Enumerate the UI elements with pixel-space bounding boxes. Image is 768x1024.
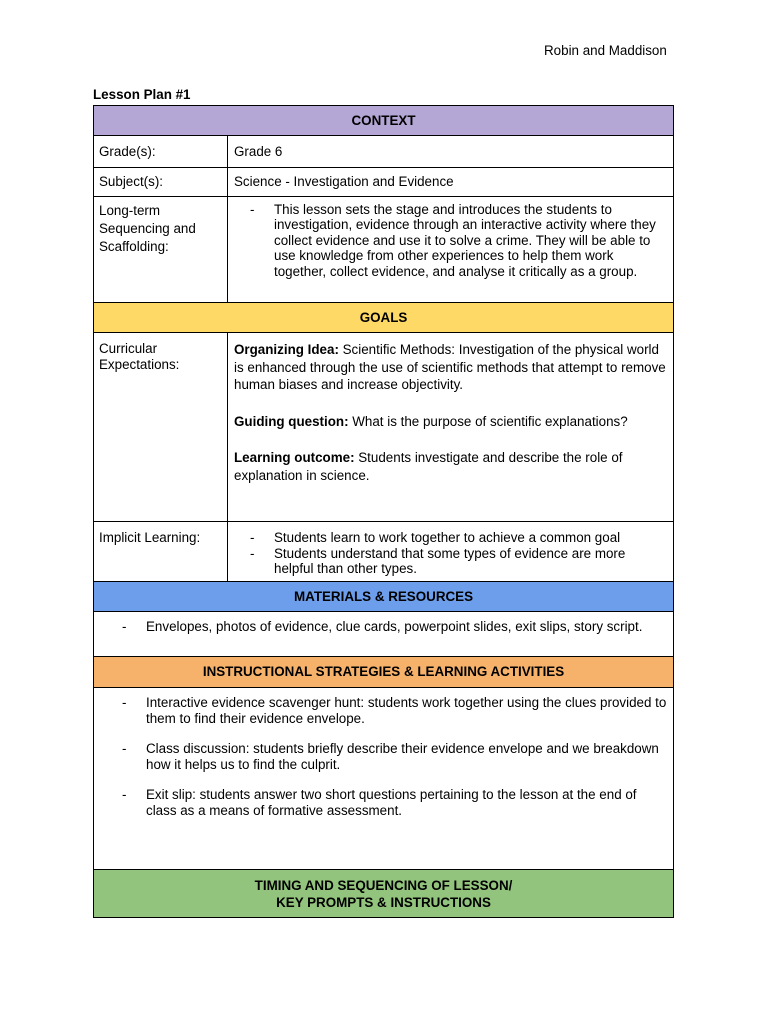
materials-cell — [94, 612, 674, 657]
grade-row — [94, 136, 674, 168]
materials-row — [94, 612, 674, 657]
curricular-row — [94, 333, 674, 522]
organizing-idea-label: Organizing Idea: — [234, 342, 339, 357]
subject-label: Subject(s): — [94, 168, 228, 197]
guiding-question-label: Guiding question: — [234, 413, 349, 429]
timing-heading-line2: KEY PROMPTS & INSTRUCTIONS — [276, 894, 491, 910]
organizing-idea-text: Scientific Methods: Investigation of the physical world is enhanced through the use of scientific methods that attempt to remove human biases and increase objectivity. — [234, 342, 666, 392]
implicit-label: Implicit Learning: — [94, 522, 228, 582]
grade-value: Grade 6 — [228, 136, 674, 168]
sequencing-label: Long-term Sequencing and Scaffolding: — [94, 197, 228, 303]
learning-outcome — [234, 449, 667, 484]
learning-outcome-text: Students investigate and describe the role of explanation in science. — [234, 450, 623, 483]
timing-heading-line1: TIMING AND SEQUENCING OF LESSON/ — [254, 877, 513, 893]
goals-heading: GOALS — [94, 303, 674, 333]
subject-row — [94, 168, 674, 197]
list-item: - Envelopes, photos of evidence, clue cards, powerpoint slides, exit slips, story script. — [94, 619, 667, 635]
list-item: - This lesson sets the stage and introduces the students to investigation, evidence through an interactive activity where they collect evidence and use it to solve a crime. They will be able to use knowledge from other experiences to help them work together, collect evidence, and analyse it critically as a group. — [228, 202, 667, 279]
organizing-idea — [234, 341, 667, 394]
implicit-list — [228, 530, 667, 577]
materials-header-row — [94, 582, 674, 612]
goals-header-row — [94, 303, 674, 333]
sequencing-list — [228, 202, 667, 279]
list-item: - Interactive evidence scavenger hunt: students work together using the clues provided to them to find their evidence envelope. — [94, 695, 667, 726]
author-names: Robin and Maddison — [544, 43, 667, 58]
instruction-header-row — [94, 657, 674, 688]
list-item: - Students learn to work together to achieve a common goal — [228, 530, 667, 546]
timing-header-row — [94, 870, 674, 918]
guiding-question-text: What is the purpose of scientific explanations? — [348, 413, 628, 429]
lesson-plan-table — [93, 105, 674, 918]
materials-list — [94, 619, 667, 635]
context-header-row — [94, 106, 674, 136]
instruction-heading: INSTRUCTIONAL STRATEGIES & LEARNING ACTIVITIES — [94, 657, 674, 688]
lesson-plan-title: Lesson Plan #1 — [93, 87, 191, 102]
instruction-list — [94, 695, 667, 818]
subject-value: Science - Investigation and Evidence — [228, 168, 674, 197]
learning-outcome-label: Learning outcome: — [234, 450, 355, 465]
sequencing-row — [94, 197, 674, 303]
timing-heading — [94, 870, 674, 918]
list-item: - Students understand that some types of evidence are more helpful than other types. — [228, 546, 667, 577]
implicit-cell — [228, 522, 674, 582]
list-item: - Class discussion: students briefly describe their evidence envelope and we breakdown how it helps us to find the culprit. — [94, 741, 667, 772]
context-heading: CONTEXT — [94, 106, 674, 136]
grade-label: Grade(s): — [94, 136, 228, 168]
curricular-label: Curricular Expectations: — [94, 333, 228, 522]
guiding-question — [234, 413, 667, 431]
materials-heading: MATERIALS & RESOURCES — [94, 582, 674, 612]
implicit-row — [94, 522, 674, 582]
list-item: - Exit slip: students answer two short questions pertaining to the lesson at the end of class as a means of formative assessment. — [94, 787, 667, 818]
instruction-cell — [94, 688, 674, 870]
instruction-row — [94, 688, 674, 870]
sequencing-cell — [228, 197, 674, 303]
curricular-cell — [228, 333, 674, 522]
